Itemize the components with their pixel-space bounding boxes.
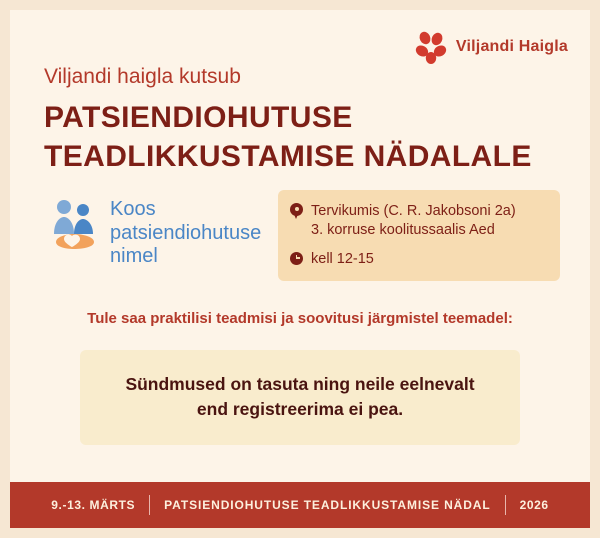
campaign-logo — [50, 196, 280, 269]
clock-icon — [290, 251, 303, 268]
location-row — [290, 202, 546, 240]
footer-divider-right — [505, 495, 506, 515]
poster-inner — [10, 10, 590, 528]
brand — [414, 30, 568, 64]
footer-bar — [10, 482, 590, 528]
brand-name: Viljandi Haigla — [455, 38, 568, 55]
footer-dates: 9.-13. MÄRTS — [51, 498, 136, 512]
middle-band — [44, 190, 560, 290]
page-title — [44, 98, 564, 176]
campaign-logo-line2: patsiendiohutuse — [110, 221, 262, 244]
note-line2: end registreerima ei pea. — [196, 399, 404, 420]
campaign-logo-line3: nimel — [110, 245, 158, 268]
two-people-heart-icon — [50, 196, 102, 254]
time-row — [290, 250, 546, 269]
location-line2: 3. korruse koolitussaalis Aed — [311, 222, 495, 239]
cta-text: Tule saa praktilisi teadmisi ja soovitusi järgmistel teemadel: — [87, 310, 513, 327]
page-kicker: Viljandi haigla kutsub — [44, 65, 241, 88]
map-pin-icon — [290, 203, 303, 220]
note-line1: Sündmused on tasuta ning neile eelnevalt — [125, 374, 475, 394]
footer-year: 2026 — [519, 498, 549, 512]
page-title-line1: PATSIENDIOHUTUSE — [44, 101, 353, 134]
flower-logo-icon — [414, 30, 448, 64]
footer-title: PATSIENDIOHUTUSE TEADLIKKUSTAMISE NÄDAL — [164, 498, 491, 512]
location-line1: Tervikumis (C. R. Jakobsoni 2a) — [311, 203, 516, 219]
event-details-box — [278, 190, 560, 281]
footer-divider-left — [149, 495, 150, 515]
note-box — [80, 350, 520, 445]
page-title-line2: TEADLIKKUSTAMISE NÄDALALE — [44, 140, 532, 173]
time-text: kell 12-15 — [311, 251, 374, 268]
campaign-logo-line1: Koos — [110, 198, 156, 220]
campaign-logo-text — [110, 196, 261, 269]
location-text — [311, 202, 516, 240]
